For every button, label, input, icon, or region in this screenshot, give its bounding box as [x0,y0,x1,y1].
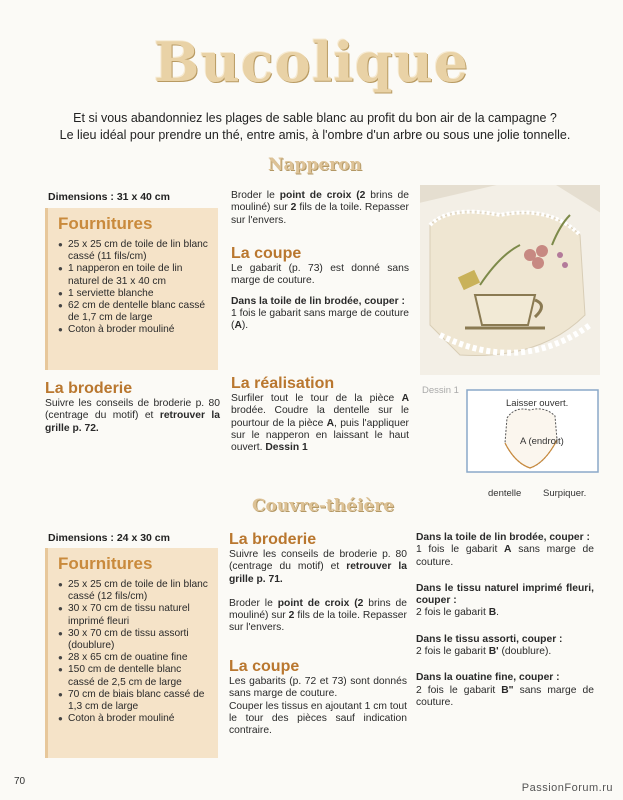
couvre-coupe-text-1: Les gabarits (p. 72 et 73) sont donnés sans marge de couture. [229,676,407,700]
list-item: ● 25 x 25 cm de toile de lin blanc cassé (11 fils/cm) [58,239,210,263]
napperon-photo [420,185,600,375]
couvre-fournitures-title: Fournitures [58,554,153,573]
list-item: ● 30 x 70 cm de tissu naturel imprimé fleuri [58,603,210,627]
couvre-dimensions: Dimensions : 24 x 30 cm [48,532,170,544]
couvre-broderie-text: Suivre les conseils de broderie p. 80 (centrage du motif) et retrouver la grille p. 71. [229,549,407,585]
napperon-realisation-title: La réalisation [231,375,335,392]
couvre-fournitures-list [58,579,210,725]
list-item: ● Coton à broder mouliné [58,324,210,336]
dessin-a-endroit: A (endroit) [520,436,564,447]
couvre-c4: Dans la ouatine fine, couper : 2 fois le gabarit B" sans marge de couture. [416,672,594,708]
napperon-coupe [231,245,409,332]
napperon-coupe-sub: Dans la toile de lin brodée, couper : [231,295,405,307]
watermark: PassionForum.ru [521,782,613,794]
couvre-c2: Dans le tissu naturel imprimé fleuri, couper : 2 fois le gabarit B. [416,582,594,619]
intro-text [20,110,610,144]
napperon-fournitures-box [45,208,218,370]
list-item: ● 62 cm de dentelle blanc cassé de 1,7 cm de large [58,300,210,324]
napperon-realisation [231,375,409,454]
napperon-coupe-title: La coupe [231,245,302,262]
napperon-realisation-text: Surfiler tout le tour de la pièce A brodée. Coudre la dentelle sur le pourtour de la pièce A, puis l'appliquer sur le napperon en laissant le haut ouvert. Dessin 1 [231,393,409,454]
list-item: ● 1 napperon en toile de lin naturel de 31 x 40 cm [58,263,210,287]
couvre-coupe-details [416,532,594,709]
list-item: ● 30 x 70 cm de tissu assorti (doublure) [58,628,210,652]
couvre-broder-text: Broder le point de croix (2 brins de mouliné) sur 2 fils de la toile. Repasser sur l'envers. [229,597,407,634]
dessin-surpiquer: Surpiquer. [543,488,587,499]
dessin-label: Dessin 1 [422,385,459,396]
list-item: ● 70 cm de biais blanc cassé de 1,3 cm de large [58,689,210,713]
napperon-fournitures-title: Fournitures [58,214,153,233]
napperon-dimensions: Dimensions : 31 x 40 cm [48,191,170,203]
napperon-broder-text: Broder le point de croix (2 brins de mouliné) sur 2 fils de la toile. Repasser sur l'envers. [231,190,409,226]
couvre-broderie-title: La broderie [229,531,317,548]
couvre-coupe-text-2: Couper les tissus en ajoutant 1 cm tout le tour des pièces sauf indication contraire. [229,700,408,737]
list-item: ● Coton à broder mouliné [58,713,210,725]
napperon-illustration [420,185,600,375]
couvre-broderie [229,531,407,635]
page-number: 70 [14,776,26,787]
intro-line-2: Le lieu idéal pour prendre un thé, entre amis, à l'ombre d'un arbre ou sous une jolie tonnelle. [59,128,571,142]
couvre-c1: Dans la toile de lin brodée, couper : 1 fois le gabarit A sans marge de couture. [416,532,594,568]
napperon-broderie-text: Suivre les conseils de broderie p. 80 (centrage du motif) et retrouver la grille p. 72. [45,398,220,434]
napperon-broderie [45,380,220,435]
intro-line-1: Et si vous abandonniez les plages de sable blanc au profit du bon air de la campagne ? [73,111,557,125]
napperon-coupe-sub-text: 1 fois le gabarit sans marge de couture (A). [231,307,410,332]
page-title: Bucolique [153,30,470,94]
napperon-fournitures-list [58,239,210,337]
couvre-coupe [229,658,407,737]
section-couvre-title: Couvre-théière [252,496,395,516]
dessin-dentelle: dentelle [488,488,522,499]
list-item: ● 28 x 65 cm de ouatine fine [58,652,210,664]
list-item: ● 1 serviette blanche [58,288,210,300]
napperon-broderie-title: La broderie [45,380,133,397]
napperon-coupe-text: Le gabarit (p. 73) est donné sans marge de couture. [231,263,409,287]
list-item: ● 25 x 25 cm de toile de lin blanc cassé (12 fils/cm) [58,579,210,603]
section-napperon-title: Napperon [268,155,362,175]
couvre-coupe-title: La coupe [229,658,300,675]
list-item: ● 150 cm de dentelle blanc cassé de 2,5 cm de large [58,664,210,688]
dessin-laisser-ouvert: Laisser ouvert. [506,398,569,409]
couvre-fournitures-box [45,548,218,758]
couvre-c3: Dans le tissu assorti, couper : 2 fois le gabarit B' (doublure). [416,633,563,658]
